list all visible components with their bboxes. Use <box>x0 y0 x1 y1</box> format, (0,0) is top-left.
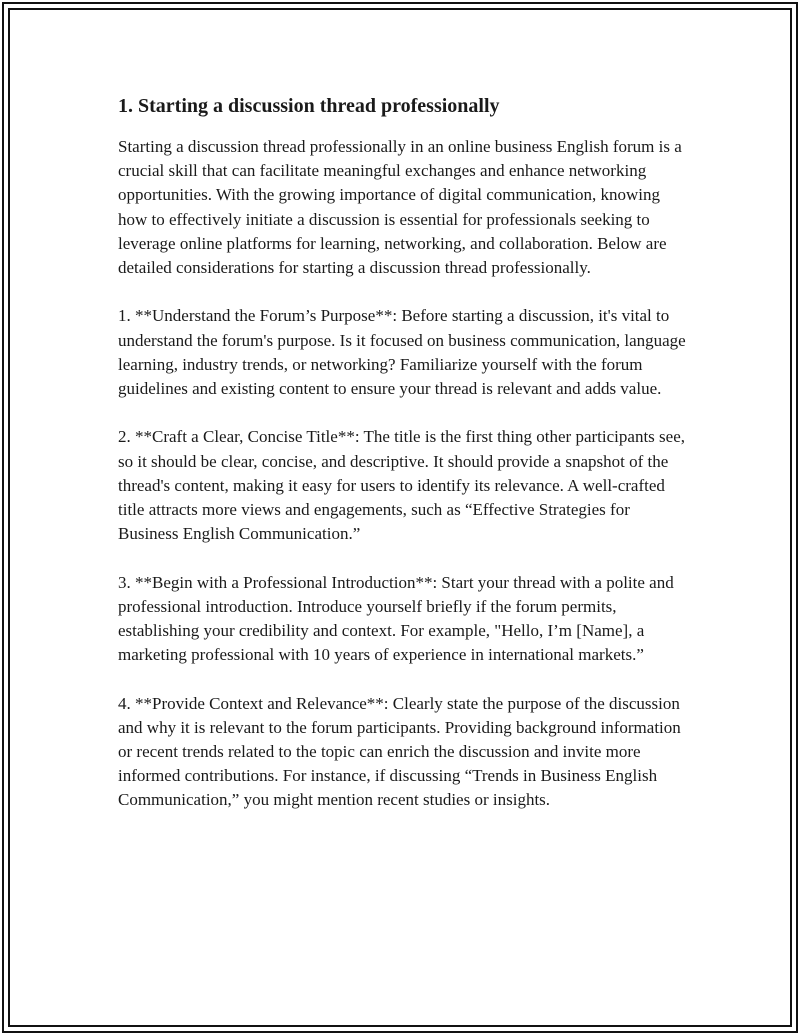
document-body <box>118 93 690 837</box>
point-4-paragraph: 4. **Provide Context and Relevance**: Clearly state the purpose of the discussion and why it is relevant to the forum participants. Providing background information or recent trends related to the topic can enrich the discussion and invite more informed contributions. For instance, if discussing “Trends in Business English Communication,” you might mention recent studies or insights. <box>118 693 681 810</box>
point-2-paragraph: 2. **Craft a Clear, Concise Title**: The title is the first thing other participants see, so it should be clear, concise, and descriptive. It should provide a snapshot of the thread's content, making it easy for users to identify its relevance. A well-crafted title attracts more views and engagements, such as “Effective Strategies for Business English Communication.” <box>118 427 685 544</box>
intro-paragraph: Starting a discussion thread professionally in an online business English forum is a crucial skill that can facilitate meaningful exchanges and enhance networking opportunities. With the growing importance of digital communication, knowing how to effectively initiate a discussion is essential for professionals seeking to leverage online platforms for learning, networking, and collaboration. Below are detailed considerations for starting a discussion thread professionally. <box>118 137 682 278</box>
point-3-paragraph: 3. **Begin with a Professional Introduction**: Start your thread with a polite and professional introduction. Introduce yourself briefly if the forum permits, establishing your credibility and context. For example, "Hello, I’m [Name], a marketing professional with 10 years of experience in international markets.” <box>118 572 674 665</box>
point-1-paragraph: 1. **Understand the Forum’s Purpose**: Before starting a discussion, it's vital to understand the forum's purpose. Is it focused on business communication, language learning, industry trends, or networking? Familiarize yourself with the forum guidelines and existing content to ensure your thread is relevant and adds value. <box>118 306 686 399</box>
section-heading: 1. Starting a discussion thread professionally <box>118 95 500 117</box>
